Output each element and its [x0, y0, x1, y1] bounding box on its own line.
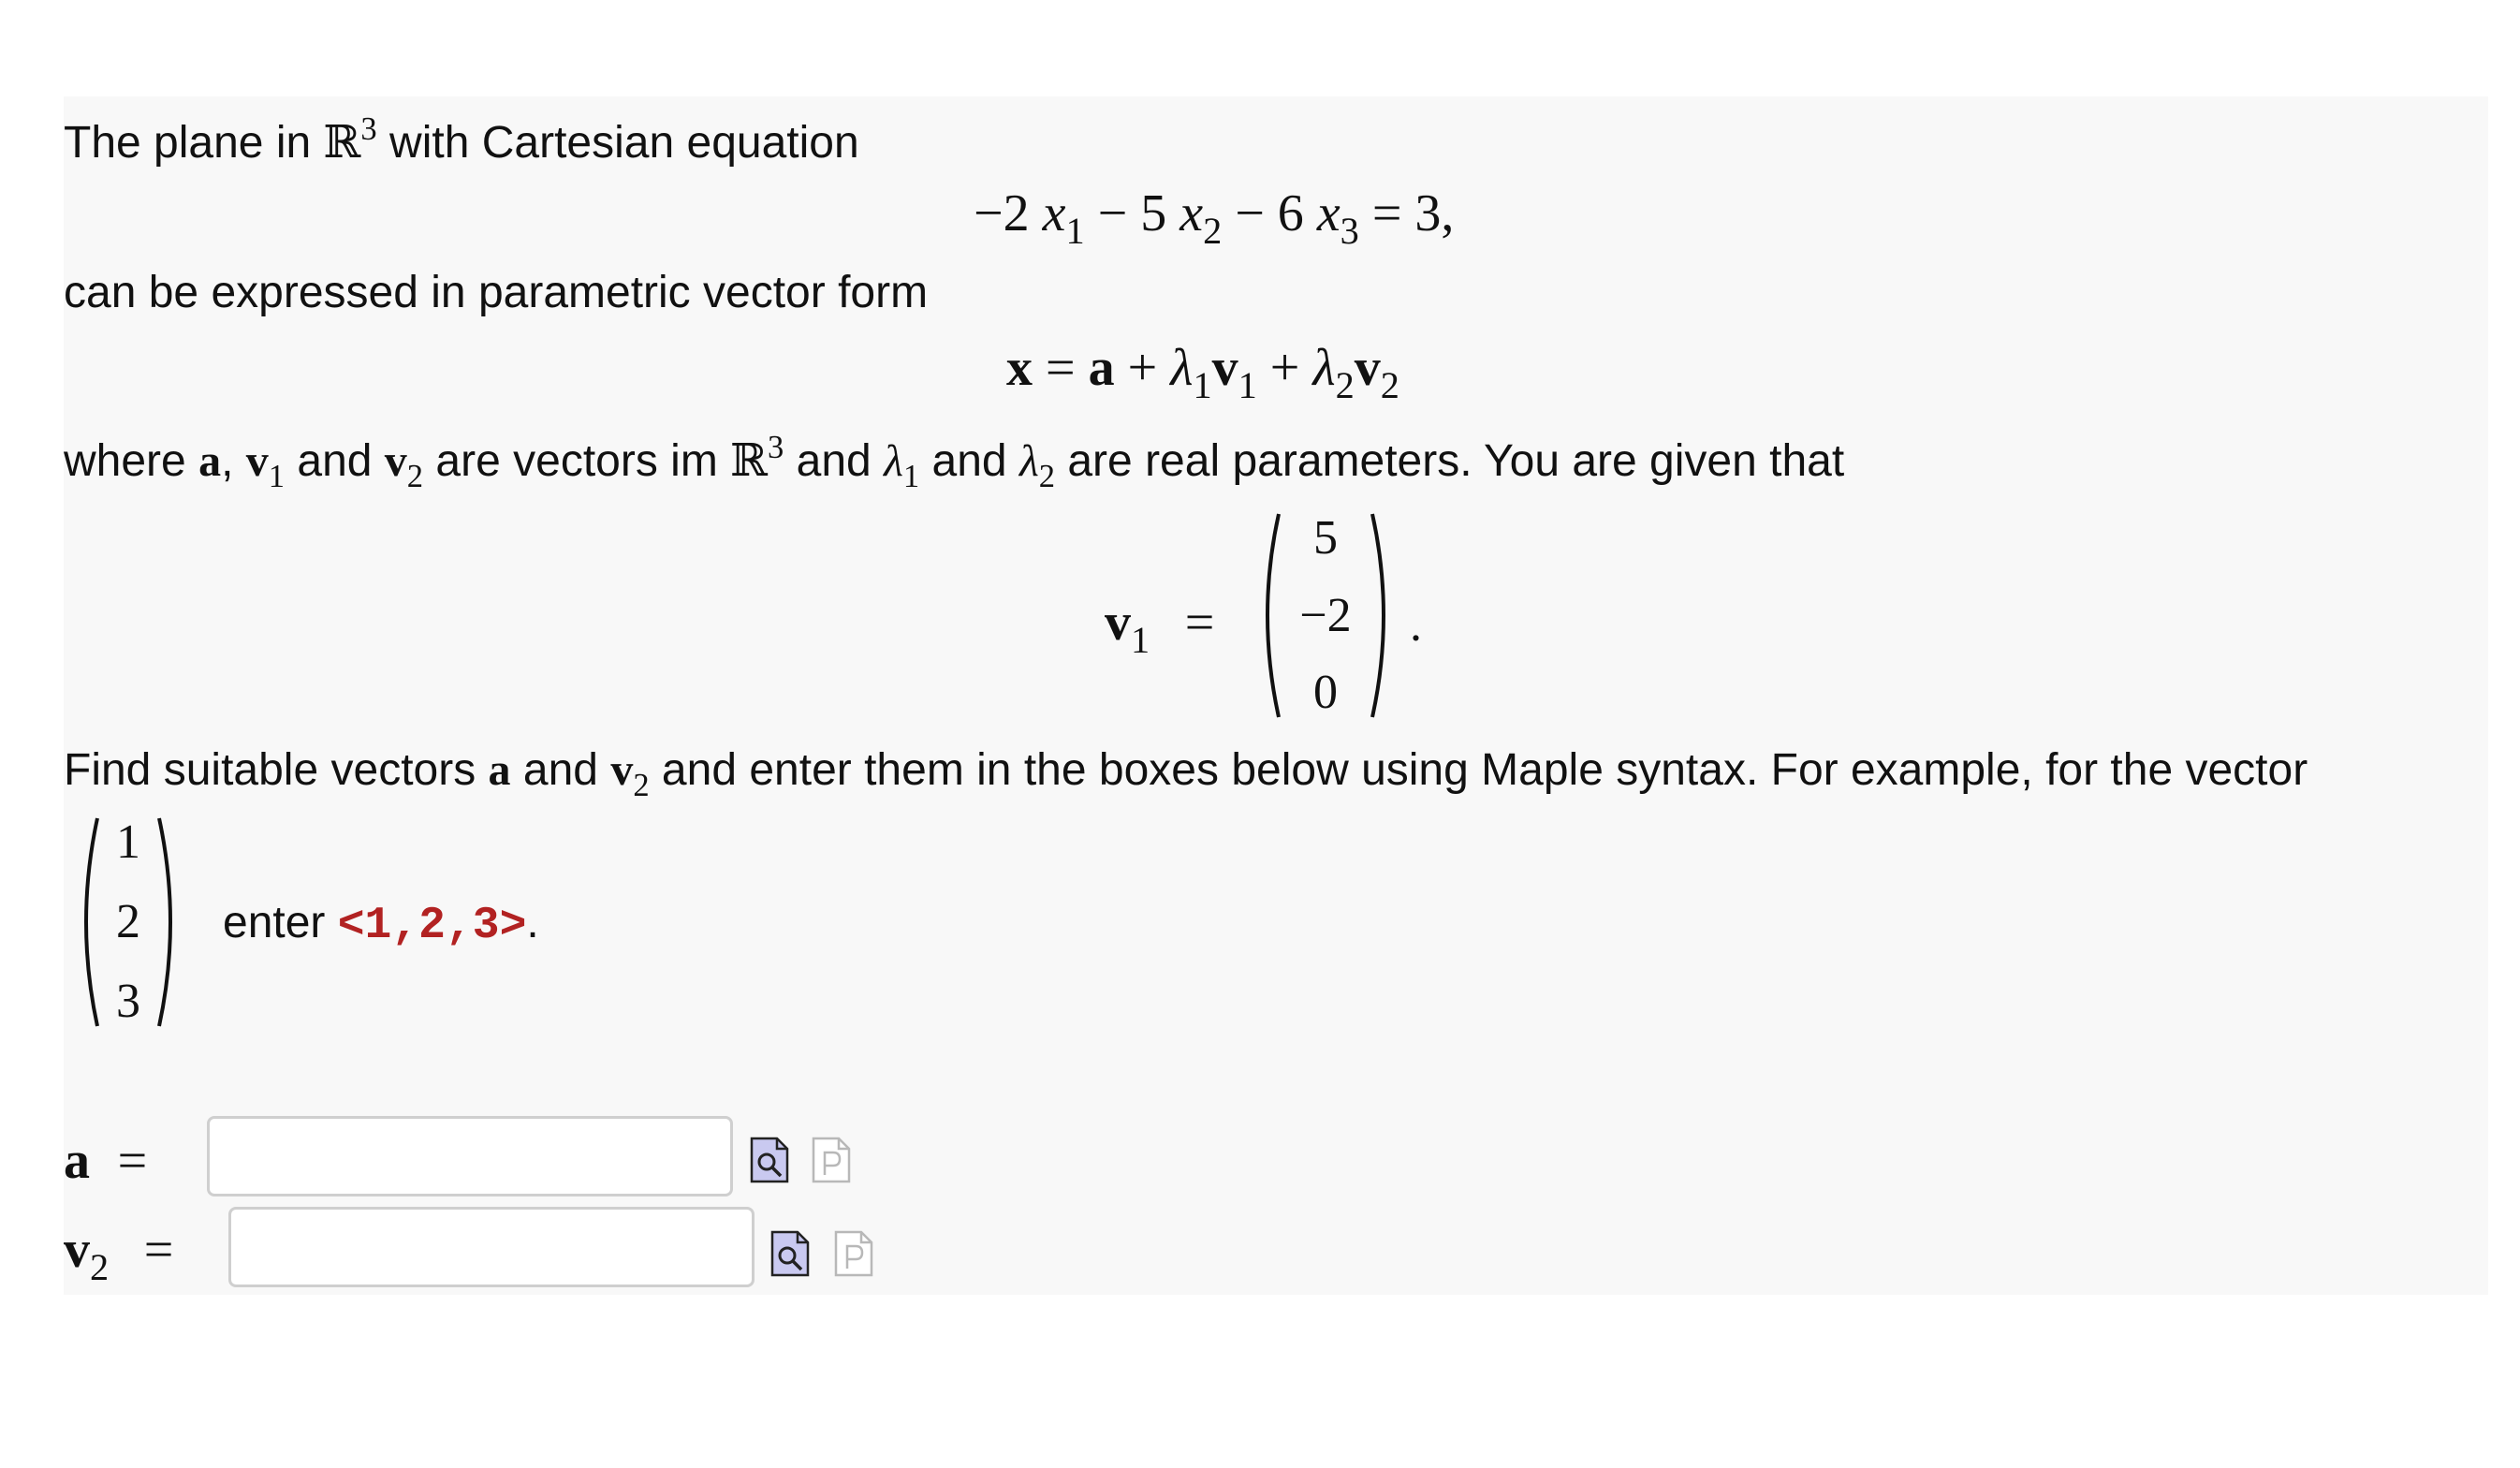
param-v1-sub: 1 — [1238, 364, 1257, 407]
parametric-intro-text: can be expressed in parametric vector form — [64, 268, 929, 317]
eq-var-x2: x — [1179, 184, 1204, 242]
eq-coef-2: − 5 — [1084, 184, 1167, 242]
find-line — [64, 744, 2308, 804]
answer-v2-sub: 2 — [90, 1246, 110, 1289]
left-paren-icon — [1254, 510, 1282, 721]
given-vector-sub: 1 — [1131, 619, 1150, 662]
paste-icon[interactable] — [833, 1229, 874, 1278]
example-trail: . — [526, 898, 539, 947]
where-line — [64, 430, 1845, 495]
answer-v2-label — [64, 1219, 174, 1289]
where-lambda-2-sub: 2 — [1038, 459, 1056, 495]
real-space-exponent: 3 — [360, 111, 377, 147]
given-vector-component: 5 — [1313, 511, 1338, 565]
param-a: a — [1088, 339, 1115, 397]
intro-text-post: with Cartesian equation — [376, 118, 859, 168]
where-text-2: , — [221, 436, 246, 486]
where-text-5: and — [784, 436, 885, 486]
find-v2: v — [610, 745, 634, 795]
eq-sub-3: 3 — [1340, 210, 1359, 253]
where-text-3: and — [285, 436, 385, 486]
example-vector-components — [101, 815, 155, 1030]
answer-v2-name: v — [64, 1221, 90, 1279]
answer-a-eq: = — [117, 1132, 148, 1190]
right-paren-icon — [1369, 510, 1397, 721]
eq-trail: , — [1441, 184, 1455, 242]
example-vector-component: 1 — [116, 815, 140, 869]
where-v2-sub: 2 — [406, 459, 424, 495]
find-text-1: Find suitable vectors — [64, 745, 489, 795]
answer-v2-eq: = — [143, 1221, 174, 1279]
example-vector-matrix — [73, 815, 183, 1030]
example-enter-label: enter — [223, 898, 338, 947]
parametric-equation — [1006, 337, 1399, 407]
eq-coef-3: − 6 — [1222, 184, 1304, 242]
eq-coef-1: −2 — [974, 184, 1030, 242]
where-text-1: where — [64, 436, 199, 486]
find-v2-sub: 2 — [633, 768, 650, 804]
given-vector-component: −2 — [1299, 588, 1352, 642]
where-lambda-1: λ — [884, 436, 903, 486]
param-plus-2: + — [1256, 339, 1313, 397]
param-v2: v — [1354, 339, 1381, 397]
given-vector-component: 0 — [1313, 666, 1338, 719]
example-code: <1,2,3> — [337, 901, 527, 951]
given-vector-name: v — [1105, 594, 1131, 652]
example-enter-line — [223, 897, 539, 952]
answer-a-input[interactable] — [207, 1116, 733, 1196]
where-text-6: and — [919, 436, 1019, 486]
find-a: a — [488, 745, 511, 795]
intro-text-pre: The plane in — [64, 118, 324, 168]
eq-sub-2: 2 — [1203, 210, 1223, 253]
preview-icon[interactable] — [749, 1136, 790, 1184]
right-paren-icon — [155, 815, 183, 1030]
param-plus-1: + — [1114, 339, 1171, 397]
where-text-4: are vectors im — [423, 436, 731, 486]
param-lambda-1-sub: 1 — [1193, 364, 1212, 407]
given-vector-trail: . — [1410, 598, 1422, 652]
param-lambda-2-sub: 2 — [1335, 364, 1355, 407]
where-lambda-1-sub: 1 — [902, 459, 920, 495]
cartesian-equation — [974, 184, 1455, 253]
given-vector-components — [1282, 510, 1369, 721]
param-lambda-1: λ — [1170, 339, 1194, 397]
left-paren-icon — [73, 815, 101, 1030]
given-vector-label — [1105, 592, 1215, 662]
where-v2: v — [384, 436, 407, 486]
eq-var-x3: x — [1316, 184, 1341, 242]
given-vector-matrix — [1254, 510, 1422, 721]
param-eq: = — [1033, 339, 1089, 397]
where-real-exponent: 3 — [768, 430, 784, 465]
param-x: x — [1006, 339, 1033, 397]
answer-a-name: a — [64, 1132, 90, 1190]
param-v1: v — [1211, 339, 1238, 397]
where-lambda-2: λ — [1018, 436, 1039, 486]
param-v2-sub: 2 — [1380, 364, 1399, 407]
intro-line — [64, 111, 859, 169]
real-space-symbol: ℝ — [323, 118, 361, 168]
where-text-7: are real parameters. You are given that — [1055, 436, 1845, 486]
eq-var-x1: x — [1042, 184, 1066, 242]
find-text-3: and enter them in the boxes below using Maple syntax. For example, for the vector — [649, 745, 2308, 795]
preview-icon[interactable] — [769, 1229, 811, 1278]
param-lambda-2: λ — [1312, 339, 1336, 397]
example-vector-component: 3 — [116, 975, 140, 1028]
eq-rhs: = 3 — [1358, 184, 1442, 242]
example-vector-component: 2 — [116, 895, 140, 948]
answer-a-label — [64, 1130, 147, 1191]
where-v1-sub: 1 — [268, 459, 286, 495]
answer-v2-input[interactable] — [228, 1207, 755, 1287]
where-a: a — [198, 436, 222, 486]
find-text-2: and — [510, 745, 611, 795]
given-vector-eq: = — [1184, 594, 1215, 652]
eq-sub-1: 1 — [1065, 210, 1085, 253]
where-v1: v — [245, 436, 269, 486]
paste-icon[interactable] — [811, 1136, 852, 1184]
where-real-symbol: ℝ — [730, 436, 769, 486]
